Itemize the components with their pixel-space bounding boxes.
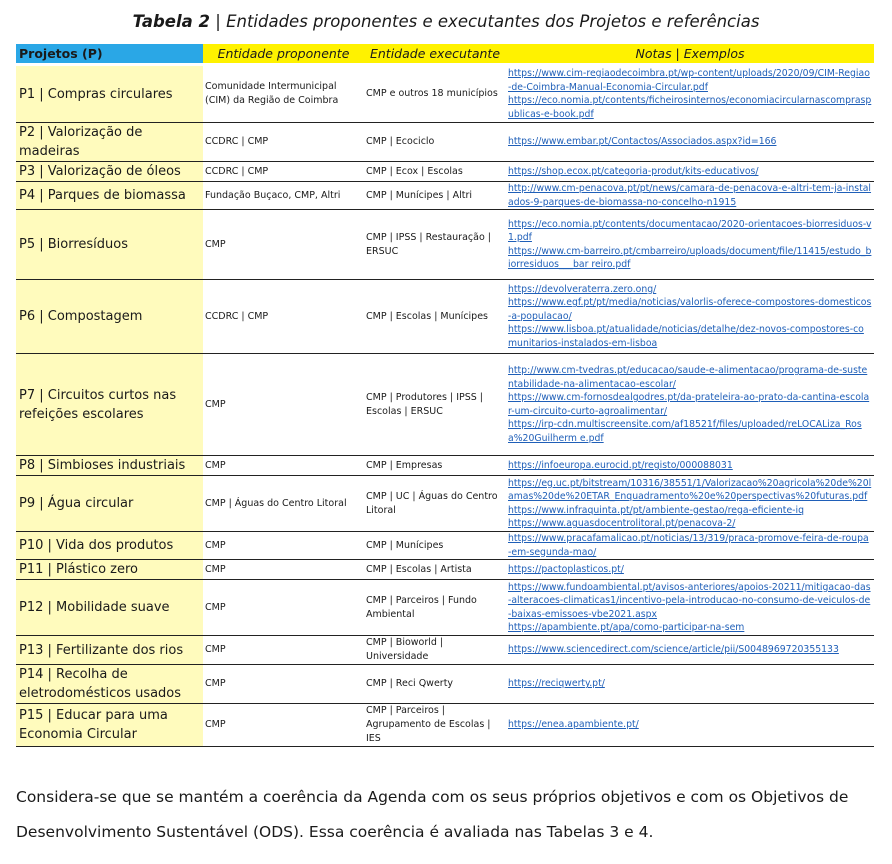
table-header-row [16,44,874,65]
reference-link[interactable]: https://eco.nomia.pt/contents/ficheirosinternos/economiacircularnascomprasp ublicas-e-book.pdf [508,95,872,120]
header-notas: Notas | Exemplos [506,44,874,65]
reference-link[interactable]: https://www.lisboa.pt/atualidade/noticias/detalhe/dez-novos-compostores-comunitarios-instalados-em-lisboa [508,324,864,349]
reference-link[interactable]: https://www.embar.pt/Contactos/Associados.aspx?id=166 [508,136,777,148]
notes-cell [506,65,874,123]
notes-cell [506,162,874,182]
project-name: P2 | Valorização de madeiras [16,123,203,162]
reference-link[interactable]: https://www.cm-barreiro.pt/cmbarreiro/uploads/document/file/11415/estudo_biorresiduos___bar reiro.pdf [508,245,872,270]
table-row [16,476,874,532]
project-name: P10 | Vida dos produtos [16,532,203,560]
notes-cell [506,665,874,704]
project-name: P7 | Circuitos curtos nas refeições escolares [16,354,203,456]
executing-entity: CMP | Bioworld | Universidade [364,636,506,665]
table-row [16,354,874,456]
executing-entity: CMP | Produtores | IPSS | Escolas | ERSUC [364,354,506,456]
proposing-entity: CCDRC | CMP [203,123,364,162]
proposing-entity: CCDRC | CMP [203,162,364,182]
executing-entity: CMP | Ecociclo [364,123,506,162]
reference-link[interactable]: http://www.cm-tvedras.pt/educacao/saude-e-alimentacao/programa-de-sustentabilidade-na-alimentacao-escolar/ [508,365,868,390]
notes-cell [506,636,874,665]
proposing-entity: Comunidade Intermunicipal (CIM) da Região de Coimbra [203,65,364,123]
reference-link[interactable]: https://eco.nomia.pt/contents/documentacao/2020-orientacoes-biorresiduos-v1.pdf [508,218,872,243]
reference-link[interactable]: https://eg.uc.pt/bitstream/10316/38551/1/Valorizacao%20agricola%20de%20lamas%20de%20ETAR_Enquadramento%20e%20perspectivas%20futuras.pdf [508,477,872,502]
executing-entity: CMP e outros 18 municípios [364,65,506,123]
reference-link[interactable]: https://www.aguasdocentrolitoral.pt/penacova-2/ [508,518,736,529]
proposing-entity: CMP [203,704,364,747]
notes-cell [506,532,874,560]
reference-link[interactable]: https://www.sciencedirect.com/science/article/pii/S0048969720355133 [508,644,839,656]
caption-text: | Entidades proponentes e executantes dos Projetos e referências [210,12,760,31]
table-row [16,665,874,704]
table-row [16,210,874,280]
project-name: P9 | Água circular [16,476,203,532]
header-proponente: Entidade proponente [203,44,364,65]
proposing-entity: CMP | Águas do Centro Litoral [203,476,364,532]
proposing-entity: CMP [203,560,364,580]
caption-label: Tabela 2 [132,12,211,31]
reference-link[interactable]: https://www.infraquinta.pt/pt/ambiente-gestao/rega-eficiente-iq [508,504,805,516]
notes-cell [506,476,874,532]
proposing-entity: CMP [203,354,364,456]
reference-link[interactable]: https://www.cim-regiaodecoimbra.pt/wp-content/uploads/2020/09/CIM-Regiao-de-Coimbra-Manual-Economia-Circular.pdf [508,68,870,93]
table-body [16,65,874,747]
reference-link[interactable]: http://www.cm-penacova.pt/pt/news/camara-de-penacova-e-altri-tem-ja-instalados-9-parques-de-biomassa-no-concelho-n1915 [508,183,872,208]
header-projetos: Projetos (P) [16,44,203,65]
executing-entity: CMP | UC | Águas do Centro Litoral [364,476,506,532]
executing-entity: CMP | IPSS | Restauração | ERSUC [364,210,506,280]
notes-cell [506,560,874,580]
project-name: P1 | Compras circulares [16,65,203,123]
reference-link[interactable]: https://www.pracafamalicao.pt/noticias/13/319/praca-promove-feira-de-roupa-em-segunda-mao/ [508,533,869,558]
reference-link[interactable]: https://irp-cdn.multiscreensite.com/af18521f/files/uploaded/reLOCALiza_Rosa%20Guilherm e.pdf [508,419,862,444]
table-row [16,580,874,636]
executing-entity: CMP | Escolas | Artista [364,560,506,580]
table-row [16,636,874,665]
executing-entity: CMP | Munícipes [364,532,506,560]
executing-entity: CMP | Munícipes | Altri [364,182,506,210]
proposing-entity: CMP [203,580,364,636]
executing-entity: CMP | Ecox | Escolas [364,162,506,182]
table-row [16,532,874,560]
proposing-entity: CMP [203,456,364,476]
reference-link[interactable]: https://pactoplasticos.pt/ [508,563,624,575]
reference-link[interactable]: https://reciqwerty.pt/ [508,678,605,690]
header-executante: Entidade executante [364,44,506,65]
notes-cell [506,354,874,456]
reference-link[interactable]: https://shop.ecox.pt/categoria-produt/kits-educativos/ [508,165,759,177]
project-name: P14 | Recolha de eletrodomésticos usados [16,665,203,704]
proposing-entity: CMP [203,532,364,560]
project-name: P13 | Fertilizante dos rios [16,636,203,665]
table-row [16,704,874,747]
proposing-entity: CMP [203,636,364,665]
reference-link[interactable]: https://www.fundoambiental.pt/avisos-anteriores/apoios-20211/mitigacao-das-alteracoes-climaticas1/incentivo-pela-introducao-no-consumo-de-veiculos-de-baixas-emissoes-vbe2021.aspx [508,581,871,620]
project-name: P12 | Mobilidade suave [16,580,203,636]
executing-entity: CMP | Empresas [364,456,506,476]
proposing-entity: Fundação Buçaco, CMP, Altri [203,182,364,210]
table-row [16,162,874,182]
notes-cell [506,123,874,162]
reference-link[interactable]: https://apambiente.pt/apa/como-participar-na-sem [508,622,745,633]
project-name: P3 | Valorização de óleos [16,162,203,182]
executing-entity: CMP | Escolas | Munícipes [364,280,506,354]
project-name: P5 | Biorresíduos [16,210,203,280]
proposing-entity: CMP [203,665,364,704]
notes-cell [506,456,874,476]
proposing-entity: CCDRC | CMP [203,280,364,354]
notes-cell [506,580,874,636]
project-name: P4 | Parques de biomassa [16,182,203,210]
project-name: P6 | Compostagem [16,280,203,354]
reference-link[interactable]: https://enea.apambiente.pt/ [508,719,639,731]
executing-entity: CMP | Reci Qwerty [364,665,506,704]
project-name: P15 | Educar para uma Economia Circular [16,704,203,747]
notes-cell [506,210,874,280]
table-row [16,182,874,210]
project-name: P11 | Plástico zero [16,560,203,580]
reference-link[interactable]: https://www.egf.pt/pt/media/noticias/valorlis-oferece-compostores-domesticos-a-populacao/ [508,297,872,322]
table-caption [0,12,892,31]
project-name: P8 | Simbioses industriais [16,456,203,476]
proposing-entity: CMP [203,210,364,280]
table-row [16,65,874,123]
projects-table [16,44,874,747]
notes-cell [506,280,874,354]
executing-entity: CMP | Parceiros | Agrupamento de Escolas | IES [364,704,506,747]
table-row [16,280,874,354]
table-row [16,123,874,162]
reference-link[interactable]: https://devolveraterra.zero.ong/ [508,283,657,295]
notes-cell [506,704,874,747]
executing-entity: CMP | Parceiros | Fundo Ambiental [364,580,506,636]
reference-link[interactable]: https://infoeuropa.eurocid.pt/registo/000088031 [508,459,733,471]
reference-link[interactable]: https://www.cm-fornosdealgodres.pt/da-prateleira-ao-prato-da-cantina-escolar-um-circuito-curto-agroalimentar/ [508,392,870,417]
table-row [16,456,874,476]
body-paragraph: Considera-se que se mantém a coerência da Agenda com os seus próprios objetivos e com os Objetivos de Desenvolvimento Sustentável (ODS). Essa coerência é avaliada nas Tabelas 3 e 4. [16,788,849,841]
notes-cell [506,182,874,210]
table-row [16,560,874,580]
